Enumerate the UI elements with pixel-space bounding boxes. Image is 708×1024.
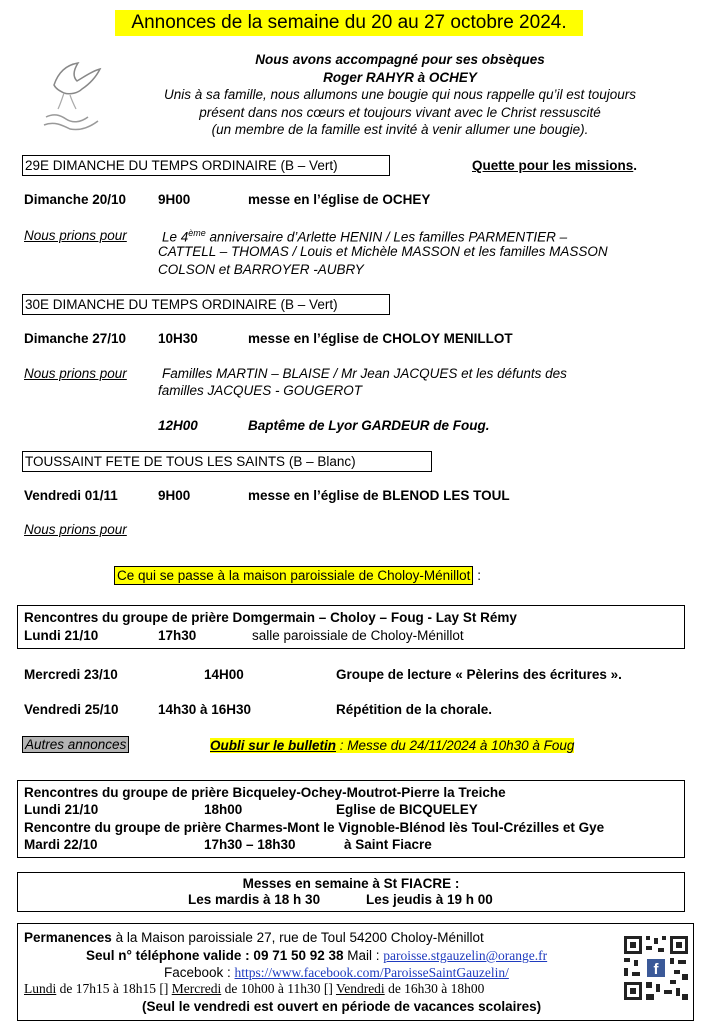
weekday-masses-box <box>17 872 685 912</box>
event-time: 14h30 à 16H30 <box>158 702 252 717</box>
facebook-icon <box>647 959 665 978</box>
permanences-label: Permanences <box>24 930 112 945</box>
hours-mercredi: Mercredi <box>171 981 222 996</box>
hours-vendredi-time: de 16h30 à 18h00 <box>384 981 485 996</box>
pray-label: Nous prions pour <box>24 228 127 243</box>
hours-lundi-time: de 17h15 à 18h15 [] <box>56 981 172 996</box>
event-day: Vendredi 25/10 <box>24 702 119 717</box>
qr-code-icon <box>622 934 690 1002</box>
hours-mercredi-time: de 10h00 à 11h30 [] <box>221 981 336 996</box>
pray-line2: CATTELL – THOMAS / Louis et Michèle MASSON et les familles MASSON <box>158 244 608 259</box>
mass-place: messe en l’église de BLENOD LES TOUL <box>248 488 510 503</box>
contact-line <box>86 948 547 964</box>
funeral-line3: Unis à sa famille, nous allumons une bougie qui nous rappelle qu’il est toujours <box>163 87 637 102</box>
pray-label: Nous prions pour <box>24 522 127 537</box>
maison-heading <box>114 568 481 583</box>
hours-vendredi: Vendredi <box>335 981 385 996</box>
prayer-group-day: Lundi 21/10 <box>24 628 99 643</box>
pray-line1: Familles MARTIN – BLAISE / Mr Jean JACQUES et les défunts des <box>162 366 567 381</box>
facebook-label: Facebook : <box>164 965 235 980</box>
permanences-box <box>17 923 694 1021</box>
hours-line <box>24 981 484 997</box>
mail-label: Mail : <box>343 948 384 963</box>
pray-sup: ème <box>188 228 206 238</box>
group1-place: Eglise de BICQUELEY <box>336 802 478 817</box>
quete-end: . <box>633 158 638 173</box>
weekday-masses-mardis: Les mardis à 18 h 30 <box>188 892 321 907</box>
group2-day: Mardi 22/10 <box>24 837 98 852</box>
group2-title: Rencontre du groupe de prière Charmes-Mont le Vignoble-Blénod lès Toul-Crézilles et Gye <box>24 820 605 835</box>
pray-rest: anniversaire d’Arlette HENIN / Les familles PARMENTIER – <box>205 229 568 245</box>
funeral-name: Roger RAHYR à OCHEY <box>323 70 477 85</box>
pray-line3: COLSON et BARROYER -AUBRY <box>158 262 364 277</box>
maison-label: Ce qui se passe à la maison paroissiale de Choloy-Ménillot <box>114 566 473 585</box>
section-heading-30e: 30E DIMANCHE DU TEMPS ORDINAIRE (B – Vert) <box>22 294 390 315</box>
weekday-masses-title: Messes en semaine à St FIACRE : <box>242 876 460 891</box>
quete-label <box>472 158 637 173</box>
mass-day: Dimanche 20/10 <box>24 192 127 207</box>
hours-lundi: Lundi <box>24 981 57 996</box>
mail-link[interactable]: paroisse.stgauzelin@orange.fr <box>383 948 548 963</box>
prayer-group-box <box>17 605 685 649</box>
pray-line1 <box>162 228 567 245</box>
quete-text: Quette pour les missions <box>472 158 634 173</box>
event-text: Groupe de lecture « Pèlerins des écritures ». <box>336 667 622 682</box>
funeral-line5: (un membre de la famille est invité à venir allumer une bougie). <box>211 122 589 137</box>
event-text: Répétition de la chorale. <box>336 702 493 717</box>
pray-line2: familles JACQUES - GOUGEROT <box>158 383 363 398</box>
maison-colon: : <box>473 568 481 583</box>
event-time: 14H00 <box>204 667 244 682</box>
weekday-masses-jeudis: Les jeudis à 19 h 00 <box>366 892 493 907</box>
page-title: Annonces de la semaine du 20 au 27 octobre 2024. <box>115 10 583 36</box>
mass-day: Vendredi 01/11 <box>24 488 118 503</box>
autres-annonces-label: Autres annonces <box>22 736 129 753</box>
oubli-line <box>210 738 574 753</box>
phone-label: Seul n° téléphone valide : 09 71 50 92 38 <box>86 948 344 963</box>
group2-place: à Saint Fiacre <box>344 837 432 852</box>
facebook-line <box>164 965 509 981</box>
event-day: Mercredi 23/10 <box>24 667 118 682</box>
mass-time: 10H30 <box>158 331 198 346</box>
permanences-line <box>24 930 484 945</box>
holiday-note: (Seul le vendredi est ouvert en période de vacances scolaires) <box>142 999 542 1014</box>
oubli-text: : Messe du 24/11/2024 à 10h30 à Foug <box>336 738 575 753</box>
group1-time: 18h00 <box>204 802 243 817</box>
prayer-group-place: salle paroissiale de Choloy-Ménillot <box>252 628 464 643</box>
facebook-link[interactable]: https://www.facebook.com/ParoisseSaintGauzelin/ <box>234 965 509 980</box>
permanences-address: à la Maison paroissiale 27, rue de Toul 54200 Choloy-Ménillot <box>111 930 484 945</box>
oubli-label: Oubli sur le bulletin <box>210 738 337 753</box>
bapteme-time: 12H00 <box>158 418 198 433</box>
dove-candle-icon <box>40 55 106 137</box>
pray-label: Nous prions pour <box>24 366 127 381</box>
group1-title: Rencontres du groupe de prière Bicqueley-Ochey-Moutrot-Pierre la Treiche <box>24 785 506 800</box>
pray-pre: Le 4 <box>162 229 189 245</box>
mass-time: 9H00 <box>158 192 191 207</box>
prayer-group-time: 17h30 <box>158 628 197 643</box>
group1-day: Lundi 21/10 <box>24 802 99 817</box>
mass-place: messe en l’église de CHOLOY MENILLOT <box>248 331 513 346</box>
section-heading-toussaint: TOUSSAINT FETE DE TOUS LES SAINTS (B – Blanc) <box>22 451 432 472</box>
prayer-groups-box <box>17 780 685 858</box>
mass-place: messe en l’église de OCHEY <box>248 192 431 207</box>
funeral-line4: présent dans nos cœurs et toujours vivant avec le Christ ressuscité <box>199 105 601 120</box>
mass-time: 9H00 <box>158 488 191 503</box>
svg-text:f: f <box>653 961 659 978</box>
bapteme-text: Baptême de Lyor GARDEUR de Foug. <box>248 418 490 433</box>
funeral-line1: Nous avons accompagné pour ses obsèques <box>255 52 545 67</box>
prayer-group-title: Rencontres du groupe de prière Domgermain – Choloy – Foug - Lay St Rémy <box>24 610 517 625</box>
mass-day: Dimanche 27/10 <box>24 331 127 346</box>
section-heading-29e: 29E DIMANCHE DU TEMPS ORDINAIRE (B – Vert) <box>22 155 390 176</box>
group2-time: 17h30 – 18h30 <box>204 837 296 852</box>
